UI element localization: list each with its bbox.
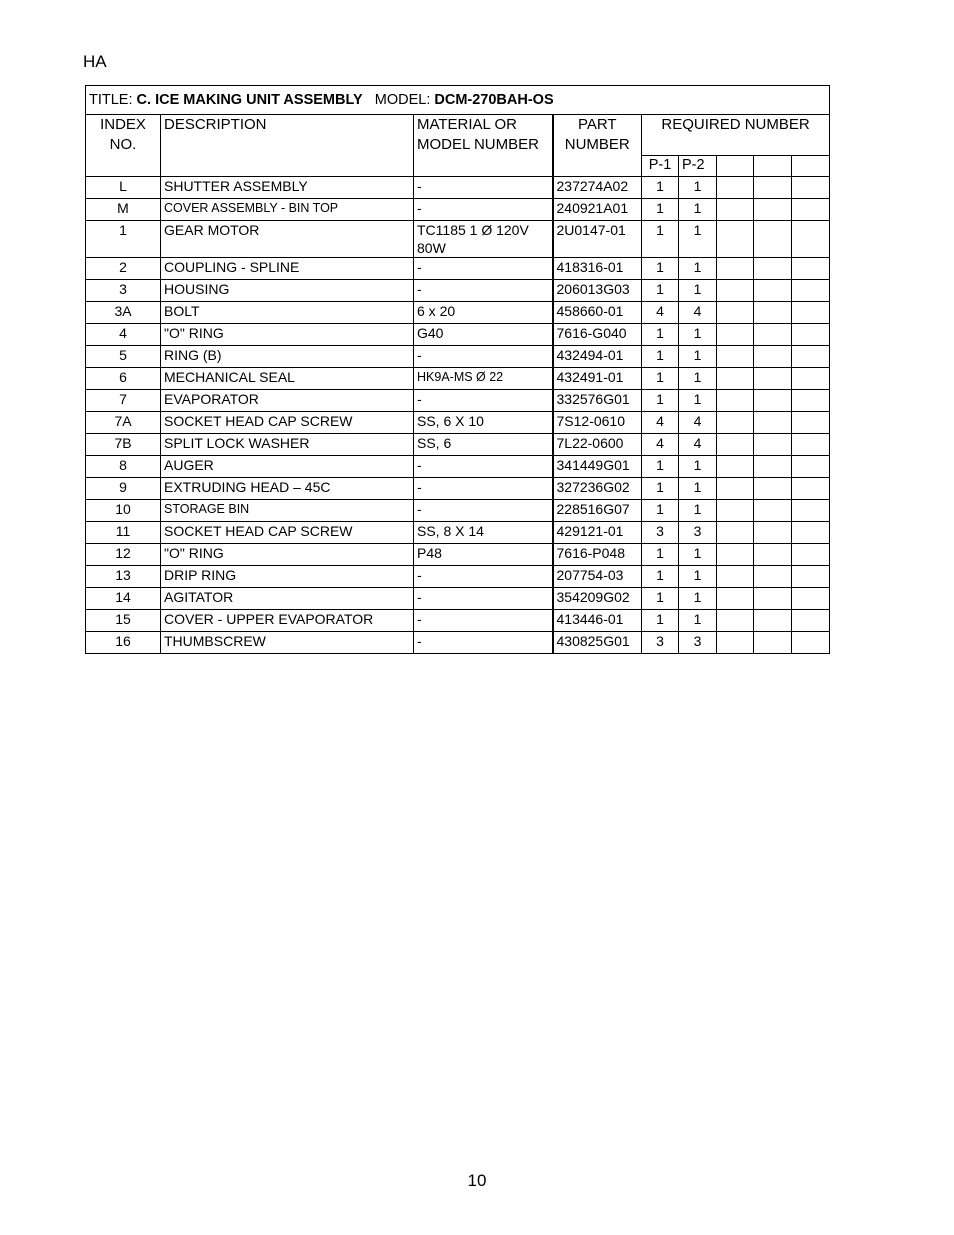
index-cell: 7A: [86, 412, 161, 434]
p2-cell: 4: [679, 302, 717, 324]
description-cell: SPLIT LOCK WASHER: [161, 434, 414, 456]
blank-cell: [717, 302, 754, 324]
assembly-name: C. ICE MAKING UNIT ASSEMBLY: [136, 92, 363, 108]
header-blank: [754, 156, 792, 177]
blank-cell: [754, 478, 792, 500]
material-cell: -: [414, 199, 553, 221]
p1-cell: 1: [642, 221, 679, 258]
table-title: [86, 86, 830, 115]
index-cell: 10: [86, 500, 161, 522]
part-number-cell: 354209G02: [553, 588, 642, 610]
index-cell: 13: [86, 566, 161, 588]
blank-cell: [792, 522, 830, 544]
part-number-cell: 332576G01: [553, 390, 642, 412]
description-cell: SOCKET HEAD CAP SCREW: [161, 522, 414, 544]
blank-cell: [717, 390, 754, 412]
p1-cell: 4: [642, 302, 679, 324]
blank-cell: [792, 346, 830, 368]
material-cell: 6 x 20: [414, 302, 553, 324]
part-number-cell: 7616-G040: [553, 324, 642, 346]
blank-cell: [717, 522, 754, 544]
description-cell: SHUTTER ASSEMBLY: [161, 177, 414, 199]
material-cell: SS, 8 X 14: [414, 522, 553, 544]
index-cell: 12: [86, 544, 161, 566]
part-number-cell: 7616-P048: [553, 544, 642, 566]
index-cell: 11: [86, 522, 161, 544]
header-p2: P-2: [679, 156, 717, 177]
table-row: [86, 221, 830, 258]
blank-cell: [754, 368, 792, 390]
header-required-number: REQUIRED NUMBER: [642, 115, 830, 156]
index-cell: 3: [86, 280, 161, 302]
p2-cell: 4: [679, 412, 717, 434]
blank-cell: [717, 177, 754, 199]
blank-cell: [754, 610, 792, 632]
p1-cell: 1: [642, 588, 679, 610]
index-cell: 9: [86, 478, 161, 500]
blank-cell: [792, 324, 830, 346]
description-cell: COVER ASSEMBLY - BIN TOP: [161, 199, 414, 221]
part-number-cell: 341449G01: [553, 456, 642, 478]
material-cell: G40: [414, 324, 553, 346]
part-number-cell: 206013G03: [553, 280, 642, 302]
p2-cell: 1: [679, 280, 717, 302]
material-cell: -: [414, 478, 553, 500]
p1-cell: 1: [642, 500, 679, 522]
p2-cell: 1: [679, 177, 717, 199]
header-index: INDEX NO.: [86, 115, 161, 177]
description-cell: MECHANICAL SEAL: [161, 368, 414, 390]
part-number-cell: 7S12-0610: [553, 412, 642, 434]
header-material: MATERIAL OR MODEL NUMBER: [414, 115, 553, 177]
index-cell: 7B: [86, 434, 161, 456]
blank-cell: [754, 522, 792, 544]
p2-cell: 1: [679, 544, 717, 566]
table-row: [86, 434, 830, 456]
description-cell: DRIP RING: [161, 566, 414, 588]
index-cell: 14: [86, 588, 161, 610]
material-cell: -: [414, 566, 553, 588]
blank-cell: [792, 302, 830, 324]
description-cell: GEAR MOTOR: [161, 221, 414, 258]
p1-cell: 4: [642, 434, 679, 456]
table-row: [86, 258, 830, 280]
table-row: [86, 390, 830, 412]
blank-cell: [754, 566, 792, 588]
blank-cell: [754, 456, 792, 478]
p1-cell: 3: [642, 632, 679, 654]
p1-cell: 4: [642, 412, 679, 434]
material-cell: -: [414, 390, 553, 412]
index-cell: M: [86, 199, 161, 221]
table-row: [86, 522, 830, 544]
header-description: DESCRIPTION: [161, 115, 414, 177]
blank-cell: [754, 280, 792, 302]
part-number-cell: 7L22-0600: [553, 434, 642, 456]
blank-cell: [717, 632, 754, 654]
table-row: [86, 177, 830, 199]
table-row: [86, 478, 830, 500]
blank-cell: [792, 280, 830, 302]
index-cell: 6: [86, 368, 161, 390]
blank-cell: [717, 478, 754, 500]
blank-cell: [754, 588, 792, 610]
description-cell: EVAPORATOR: [161, 390, 414, 412]
blank-cell: [792, 221, 830, 258]
blank-cell: [754, 177, 792, 199]
p2-cell: 1: [679, 390, 717, 412]
p2-cell: 1: [679, 324, 717, 346]
description-cell: BOLT: [161, 302, 414, 324]
p2-cell: 1: [679, 221, 717, 258]
blank-cell: [792, 588, 830, 610]
index-cell: 16: [86, 632, 161, 654]
blank-cell: [717, 434, 754, 456]
p1-cell: 1: [642, 478, 679, 500]
blank-cell: [717, 368, 754, 390]
blank-cell: [754, 434, 792, 456]
p1-cell: 1: [642, 390, 679, 412]
table-row: [86, 412, 830, 434]
blank-cell: [754, 346, 792, 368]
p1-cell: 1: [642, 346, 679, 368]
description-cell: SOCKET HEAD CAP SCREW: [161, 412, 414, 434]
table-row: [86, 456, 830, 478]
blank-cell: [792, 177, 830, 199]
index-cell: 5: [86, 346, 161, 368]
blank-cell: [717, 324, 754, 346]
blank-cell: [792, 434, 830, 456]
model-number: DCM-270BAH-OS: [434, 92, 554, 108]
p2-cell: 1: [679, 258, 717, 280]
description-cell: STORAGE BIN: [161, 500, 414, 522]
blank-cell: [792, 544, 830, 566]
table-row: [86, 346, 830, 368]
part-number-cell: 228516G07: [553, 500, 642, 522]
blank-cell: [754, 500, 792, 522]
blank-cell: [717, 544, 754, 566]
table-row: [86, 324, 830, 346]
material-cell: -: [414, 346, 553, 368]
blank-cell: [754, 544, 792, 566]
table-row: [86, 368, 830, 390]
corner-label: HA: [83, 52, 107, 71]
p1-cell: 1: [642, 544, 679, 566]
material-cell: -: [414, 456, 553, 478]
blank-cell: [717, 221, 754, 258]
blank-cell: [792, 456, 830, 478]
part-number-cell: 432494-01: [553, 346, 642, 368]
header-blank: [717, 156, 754, 177]
p1-cell: 1: [642, 280, 679, 302]
blank-cell: [792, 199, 830, 221]
p2-cell: 3: [679, 522, 717, 544]
blank-cell: [717, 588, 754, 610]
description-cell: EXTRUDING HEAD – 45C: [161, 478, 414, 500]
p1-cell: 3: [642, 522, 679, 544]
material-cell: -: [414, 258, 553, 280]
blank-cell: [792, 412, 830, 434]
description-cell: HOUSING: [161, 280, 414, 302]
material-cell: -: [414, 280, 553, 302]
p2-cell: 1: [679, 610, 717, 632]
p1-cell: 1: [642, 258, 679, 280]
index-cell: 4: [86, 324, 161, 346]
p2-cell: 4: [679, 434, 717, 456]
blank-cell: [717, 258, 754, 280]
blank-cell: [792, 500, 830, 522]
part-number-cell: 237274A02: [553, 177, 642, 199]
description-cell: AGITATOR: [161, 588, 414, 610]
blank-cell: [754, 221, 792, 258]
index-cell: 8: [86, 456, 161, 478]
description-cell: "O" RING: [161, 544, 414, 566]
blank-cell: [717, 199, 754, 221]
part-number-cell: 413446-01: [553, 610, 642, 632]
blank-cell: [717, 280, 754, 302]
part-number-cell: 429121-01: [553, 522, 642, 544]
p1-cell: 1: [642, 368, 679, 390]
table-row: [86, 544, 830, 566]
description-cell: RING (B): [161, 346, 414, 368]
blank-cell: [754, 412, 792, 434]
table-row: [86, 199, 830, 221]
material-cell: -: [414, 177, 553, 199]
page-number: 10: [467, 1171, 487, 1190]
blank-cell: [717, 610, 754, 632]
blank-cell: [792, 258, 830, 280]
p2-cell: 1: [679, 588, 717, 610]
material-cell: -: [414, 588, 553, 610]
p1-cell: 1: [642, 456, 679, 478]
description-cell: AUGER: [161, 456, 414, 478]
material-cell: SS, 6: [414, 434, 553, 456]
material-cell: SS, 6 X 10: [414, 412, 553, 434]
index-cell: 2: [86, 258, 161, 280]
p2-cell: 1: [679, 500, 717, 522]
p2-cell: 1: [679, 456, 717, 478]
index-cell: 3A: [86, 302, 161, 324]
description-cell: THUMBSCREW: [161, 632, 414, 654]
blank-cell: [717, 456, 754, 478]
model-label: MODEL:: [374, 92, 435, 108]
blank-cell: [792, 390, 830, 412]
part-number-cell: 327236G02: [553, 478, 642, 500]
p2-cell: 1: [679, 346, 717, 368]
index-cell: 15: [86, 610, 161, 632]
table-row: [86, 500, 830, 522]
table-row: [86, 566, 830, 588]
material-cell: -: [414, 610, 553, 632]
index-cell: 7: [86, 390, 161, 412]
p2-cell: 1: [679, 566, 717, 588]
part-number-cell: 2U0147-01: [553, 221, 642, 258]
blank-cell: [717, 412, 754, 434]
p1-cell: 1: [642, 199, 679, 221]
material-cell: HK9A-MS Ø 22: [414, 368, 553, 390]
p1-cell: 1: [642, 324, 679, 346]
header-p1: P-1: [642, 156, 679, 177]
description-cell: COVER - UPPER EVAPORATOR: [161, 610, 414, 632]
p2-cell: 1: [679, 368, 717, 390]
blank-cell: [754, 199, 792, 221]
material-cell: P48: [414, 544, 553, 566]
p1-cell: 1: [642, 566, 679, 588]
material-cell: TC1185 1 Ø 120V 80W: [414, 221, 553, 258]
table-row: [86, 280, 830, 302]
part-number-cell: 458660-01: [553, 302, 642, 324]
part-number-cell: 418316-01: [553, 258, 642, 280]
material-cell: -: [414, 632, 553, 654]
blank-cell: [754, 302, 792, 324]
p1-cell: 1: [642, 610, 679, 632]
p1-cell: 1: [642, 177, 679, 199]
parts-table: [85, 85, 830, 654]
description-cell: "O" RING: [161, 324, 414, 346]
blank-cell: [754, 258, 792, 280]
blank-cell: [792, 566, 830, 588]
p2-cell: 3: [679, 632, 717, 654]
material-cell: -: [414, 500, 553, 522]
title-label: TITLE:: [89, 92, 137, 108]
table-row: [86, 632, 830, 654]
description-cell: COUPLING - SPLINE: [161, 258, 414, 280]
p2-cell: 1: [679, 199, 717, 221]
header-part-number: PART NUMBER: [553, 115, 642, 177]
blank-cell: [792, 478, 830, 500]
blank-cell: [717, 566, 754, 588]
blank-cell: [792, 610, 830, 632]
index-cell: L: [86, 177, 161, 199]
index-cell: 1: [86, 221, 161, 258]
table-row: [86, 588, 830, 610]
blank-cell: [792, 632, 830, 654]
table-row: [86, 302, 830, 324]
blank-cell: [754, 324, 792, 346]
blank-cell: [754, 632, 792, 654]
table-row: [86, 610, 830, 632]
header-blank: [792, 156, 830, 177]
p2-cell: 1: [679, 478, 717, 500]
part-number-cell: 240921A01: [553, 199, 642, 221]
part-number-cell: 207754-03: [553, 566, 642, 588]
part-number-cell: 430825G01: [553, 632, 642, 654]
part-number-cell: 432491-01: [553, 368, 642, 390]
blank-cell: [792, 368, 830, 390]
blank-cell: [717, 500, 754, 522]
blank-cell: [754, 390, 792, 412]
blank-cell: [717, 346, 754, 368]
